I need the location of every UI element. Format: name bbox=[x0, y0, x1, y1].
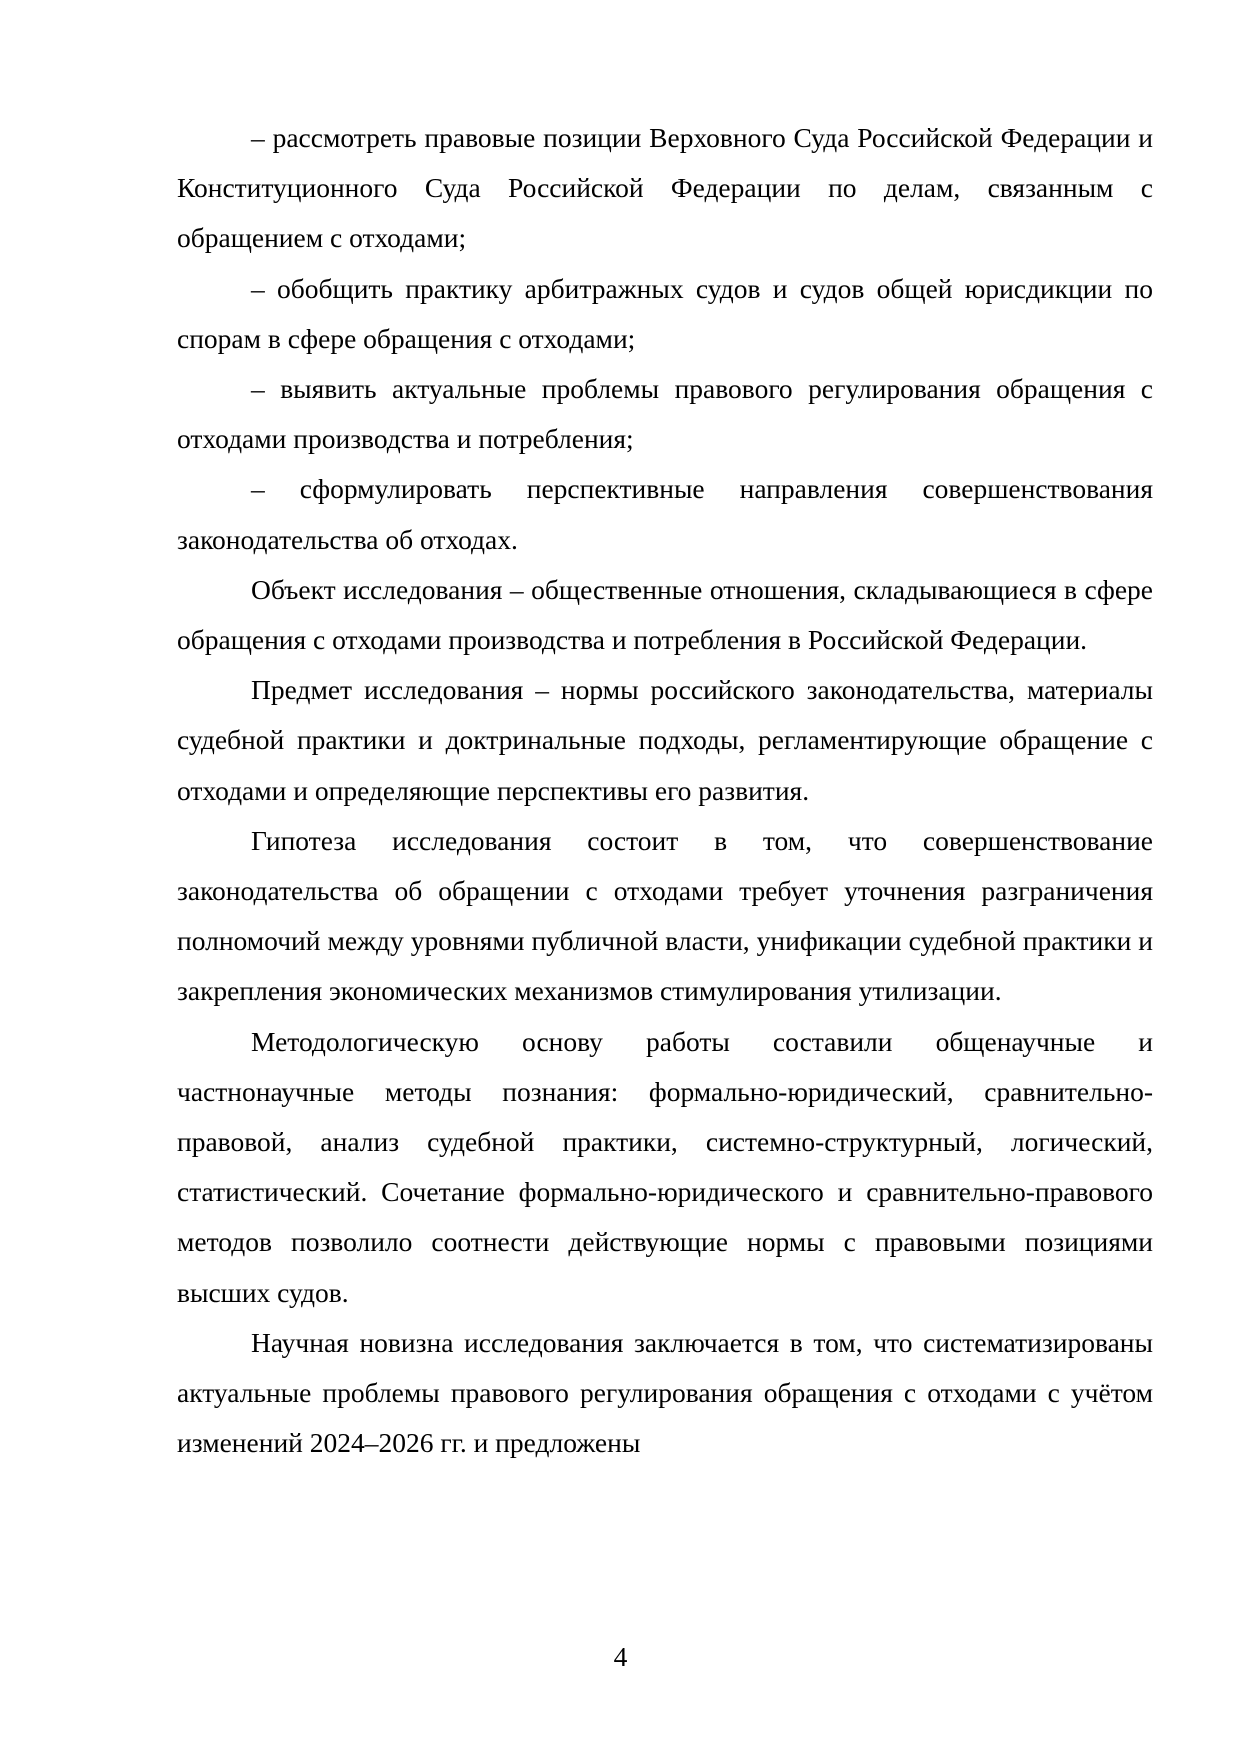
research-hypothesis-paragraph: Гипотеза исследования состоит в том, что совершенствование законодательства об обращении с отходами требует уточнения разграничения полномочий между уровнями публичной власти, унификации судебной практики и закрепления экономических механизмов стимулирования утилизации. bbox=[177, 824, 1153, 1007]
task-item-formulate-directions: – сформулировать перспективные направления совершенствования законодательства об отходах. bbox=[177, 473, 1153, 555]
page-number: 4 bbox=[613, 1641, 628, 1672]
task-item-identify-problems: – выявить актуальные проблемы правового регулирования обращения с отходами производства и потребления; bbox=[177, 373, 1153, 455]
page-body-text bbox=[177, 113, 1153, 1468]
task-item-court-practice: – обобщить практику арбитражных судов и судов общей юрисдикции по спорам в сфере обращения с отходами; bbox=[177, 272, 1153, 354]
methodology-paragraph: Методологическую основу работы составили общенаучные и частнонаучные методы познания: формально-юридический, сравнительно-правовой, анализ судебной практики, системно-структурный, логический, статистический. Сочетание формально-юридического и сравнительно-правового методов позволило соотнести действующие нормы с правовыми позициями высших судов. bbox=[177, 1025, 1153, 1308]
scientific-novelty-paragraph: Научная новизна исследования заключается в том, что систематизированы актуальные проблемы правового регулирования обращения с отходами с учётом изменений 2024–2026 гг. и предложены bbox=[177, 1326, 1153, 1459]
research-object-paragraph: Объект исследования – общественные отношения, складывающиеся в сфере обращения с отходами производства и потребления в Российской Федерации. bbox=[177, 573, 1153, 656]
research-subject-paragraph: Предмет исследования – нормы российского законодательства, материалы судебной практики и доктринальные подходы, регламентирующие обращение с отходами и определяющие перспективы его развития. bbox=[177, 674, 1153, 806]
task-item-legal-positions: – рассмотреть правовые позиции Верховного Суда Российской Федерации и Конституционного Суда Российской Федерации по делам, связанным с обращением с отходами; bbox=[177, 122, 1153, 254]
